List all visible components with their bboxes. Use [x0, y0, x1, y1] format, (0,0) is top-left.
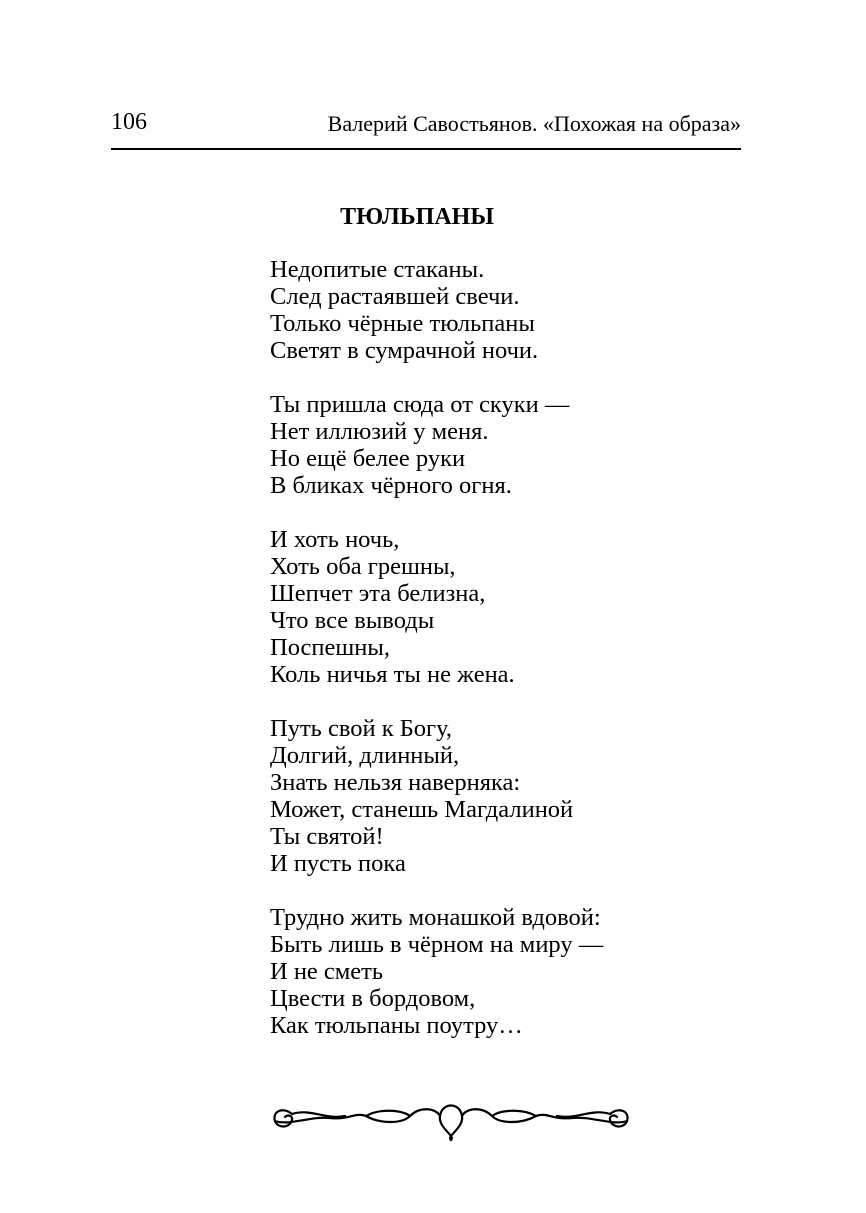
- poem-line: И пусть пока: [270, 850, 406, 877]
- poem-line: Знать нельзя наверняка:: [270, 769, 521, 796]
- poem-line: В бликах чёрного огня.: [270, 472, 512, 499]
- poem-line: Но ещё белее руки: [270, 445, 466, 472]
- poem-line: След растаявшей свечи.: [270, 283, 520, 310]
- poem-line: Нет иллюзий у меня.: [270, 418, 489, 445]
- poem-line: Ты святой!: [270, 823, 384, 850]
- poem-line: Коль ничья ты не жена.: [270, 661, 515, 688]
- poem-body: [270, 256, 790, 1066]
- poem-line: Долгий, длинный,: [270, 742, 460, 769]
- stanza: [270, 391, 790, 499]
- poem-line: Что все выводы: [270, 607, 435, 634]
- poem-line: Недопитые стаканы.: [270, 256, 485, 283]
- decorative-flourish-icon: [270, 1094, 632, 1142]
- stanza: [270, 256, 790, 364]
- poem-title: ТЮЛЬПАНЫ: [340, 204, 494, 230]
- poem-line: Поспешны,: [270, 634, 390, 661]
- page-number: 106: [111, 109, 147, 135]
- poem-line: Быть лишь в чёрном на миру —: [270, 931, 604, 958]
- stanza: [270, 526, 790, 688]
- poem-line: Ты пришла сюда от скуки —: [270, 391, 570, 418]
- poem-line: И хоть ночь,: [270, 526, 400, 553]
- poem-line: Как тюльпаны поутру…: [270, 1012, 523, 1039]
- running-title: Валерий Савостьянов. «Похожая на образа»: [327, 111, 741, 136]
- stanza: [270, 904, 790, 1039]
- poem-line: И не сметь: [270, 958, 384, 985]
- poem-line: Трудно жить монашкой вдовой:: [270, 904, 601, 931]
- poem-line: Только чёрные тюльпаны: [270, 310, 535, 337]
- page-header: [111, 104, 741, 150]
- poem-line: Путь свой к Богу,: [270, 715, 453, 742]
- poem-line: Шепчет эта белизна,: [270, 580, 486, 607]
- poem-line: Хоть оба грешны,: [270, 553, 456, 580]
- poem-line: Цвести в бордовом,: [270, 985, 476, 1012]
- poem-line: Может, станешь Магдалиной: [270, 796, 574, 823]
- poem-line: Светят в сумрачной ночи.: [270, 337, 539, 364]
- stanza: [270, 715, 790, 877]
